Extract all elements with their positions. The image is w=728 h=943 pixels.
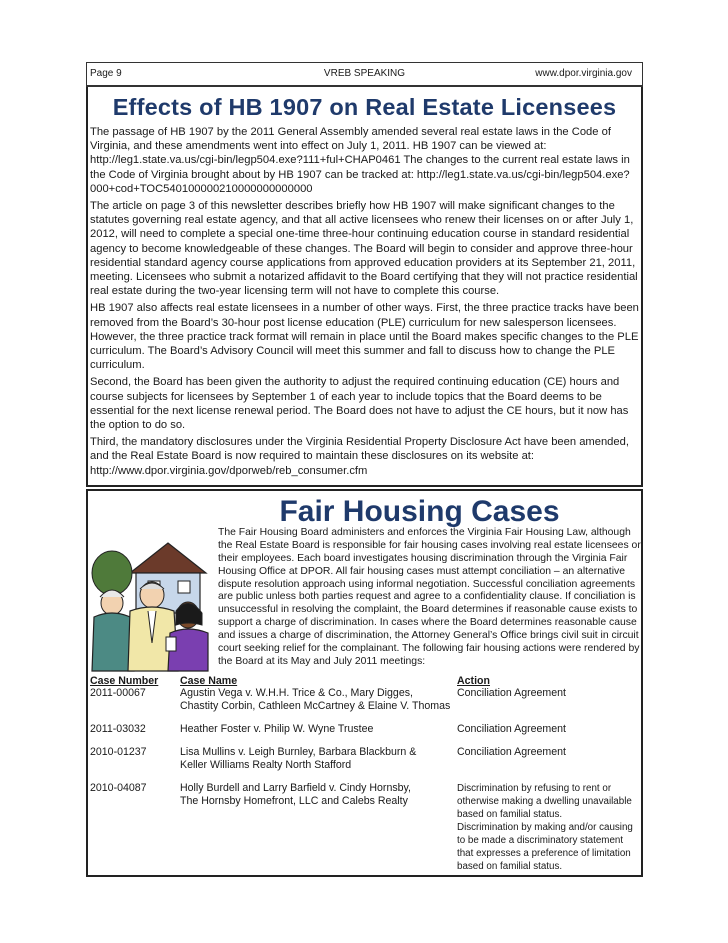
case-name <box>178 687 455 723</box>
page-number: Page 9 <box>90 68 122 79</box>
table-row <box>88 723 641 746</box>
article-paragraph: The article on page 3 of this newsletter describes briefly how HB 1907 will make significant changes to the statutes governing real estate agency, and that all active licensees who renew their licenses on or after July 1, 2012, will need to complete a special one-time three-hour continuing education course in standard residential agency to become knowledgeable of these changes. The Board will begin to consider and approve three-hour residential standard agency course applications from approved education providers at its September 21, 2011, meeting. Licensees who submit a notarized affidavit to the Board certifying that they will not practice residential real estate during the two-year licensing term will not have to complete this course. <box>90 200 638 298</box>
case-action: Conciliation Agreement <box>457 745 566 758</box>
case-number: 2010-04087 <box>90 781 147 794</box>
case-action <box>455 782 641 873</box>
newsletter-name: VREB SPEAKING <box>323 68 406 79</box>
fair-housing-title: Fair Housing Cases <box>279 494 560 528</box>
column-header-case-number: Case Number <box>90 674 159 687</box>
case-name-line: Heather Foster v. Philip W. Wyne Trustee <box>180 722 374 735</box>
fair-housing-cases-table <box>88 675 641 873</box>
hb1907-article <box>86 87 643 487</box>
case-name <box>178 723 455 746</box>
case-action: Conciliation Agreement <box>457 722 566 735</box>
case-action-line: Discrimination by making and/or causing to be made a discriminatory statement that expresses a preference of limitation based on familial status. <box>457 821 633 872</box>
case-number: 2010-01237 <box>90 745 147 758</box>
case-name-line: Lisa Mullins v. Leigh Burnley, Barbara Blackburn & <box>180 745 417 758</box>
article-paragraph: Second, the Board has been given the authority to adjust the required continuing education (CE) hours and course subjects for licensees by September 1 of each year to include topics that the Board deems to be essential for the next license renewal period. The Board does not have to adjust the CE hours, but it now has the option to do so. <box>90 376 629 432</box>
article-paragraph: HB 1907 also affects real estate licensees in a number of other ways. First, the three practice tracks have been removed from the Board’s 30-hour post license education (PLE) curriculum for new salesperson licensees. However, the three practice track format will remain in place until the Board makes specific changes to the PLE curriculum. The Board’s Advisory Council will meet this summer and fall to discuss how to change the PLE curriculum. <box>90 302 639 372</box>
case-number: 2011-00067 <box>90 686 146 699</box>
website-url: www.dpor.virginia.gov <box>535 68 632 79</box>
column-header-case-name: Case Name <box>180 674 238 687</box>
people-clipart-illustration <box>90 533 210 673</box>
article-title: Effects of HB 1907 on Real Estate Licensees <box>112 94 617 120</box>
case-name-line: Chastity Corbin, Cathleen McCartney & Elaine V. Thomas <box>180 699 451 712</box>
table-row <box>88 782 641 873</box>
fair-housing-intro: The Fair Housing Board administers and enforces the Virginia Fair Housing Law, although the Real Estate Board is responsible for fair housing cases involving real estate licensees or their employees. Each board investigates housing discrimination through the Virginia Fair Housing Office at DPOR. All fair housing cases must attempt conciliation – an alternative dispute resolution approach using informal negotiation. Successful conciliation agreements are public unless both parties request and agree to a confidentiality clause. If conciliation is unsuccessful in resolving the complaint, the Board determines if reasonable cause exists to support a charge of discrimination. In cases where the Board determines reasonable cause and issues a charge of discrimination, the Attorney General’s Office brings civil suit in circuit court seeking relief for the complainant. The following fair housing actions were rendered by the Board at its May and July 2011 meetings: <box>218 526 641 667</box>
page-header <box>86 62 643 87</box>
column-header-action: Action <box>457 674 490 687</box>
fair-housing-intro-block <box>88 526 641 675</box>
table-row <box>88 687 641 723</box>
case-name-line: Agustin Vega v. W.H.H. Trice & Co., Mary Digges, <box>180 686 413 699</box>
table-header-row <box>88 675 641 687</box>
fair-housing-section <box>86 489 643 877</box>
case-name-line: Keller Williams Realty North Stafford <box>180 758 352 771</box>
article-paragraph: The passage of HB 1907 by the 2011 General Assembly amended several real estate laws in the Code of Virginia, and these amendments went into effect on July 1, 2011. HB 1907 can be viewed at: http://leg1.state.va.us/cgi-bin/legp504.exe?111+ful+CHAP0461 The changes to the current real estate laws in the Code of Virginia brought about by HB 1907 can be tracked at: http://leg1.state.va.us/cgi-bin/legp504.exe?000+cod+TOC540100000210000000000000 <box>90 126 630 195</box>
case-action-line: Discrimination by refusing to rent or otherwise making a dwelling unavailable based on familial status. <box>457 782 632 820</box>
case-name-line: The Hornsby Homefront, LLC and Calebs Realty <box>180 794 408 807</box>
newsletter-page <box>86 62 643 877</box>
case-name <box>178 782 455 873</box>
case-name-line: Holly Burdell and Larry Barfield v. Cindy Hornsby, <box>180 781 411 794</box>
table-row <box>88 746 641 782</box>
article-paragraph: Third, the mandatory disclosures under the Virginia Residential Property Disclosure Act have been amended, and the Real Estate Board is now required to maintain these disclosures on its website at: http://www.dpor.virginia.gov/dporweb/reb_consumer.cfm <box>90 436 629 477</box>
case-action: Conciliation Agreement <box>457 686 566 699</box>
case-name <box>178 746 455 782</box>
case-number: 2011-03032 <box>90 722 146 735</box>
